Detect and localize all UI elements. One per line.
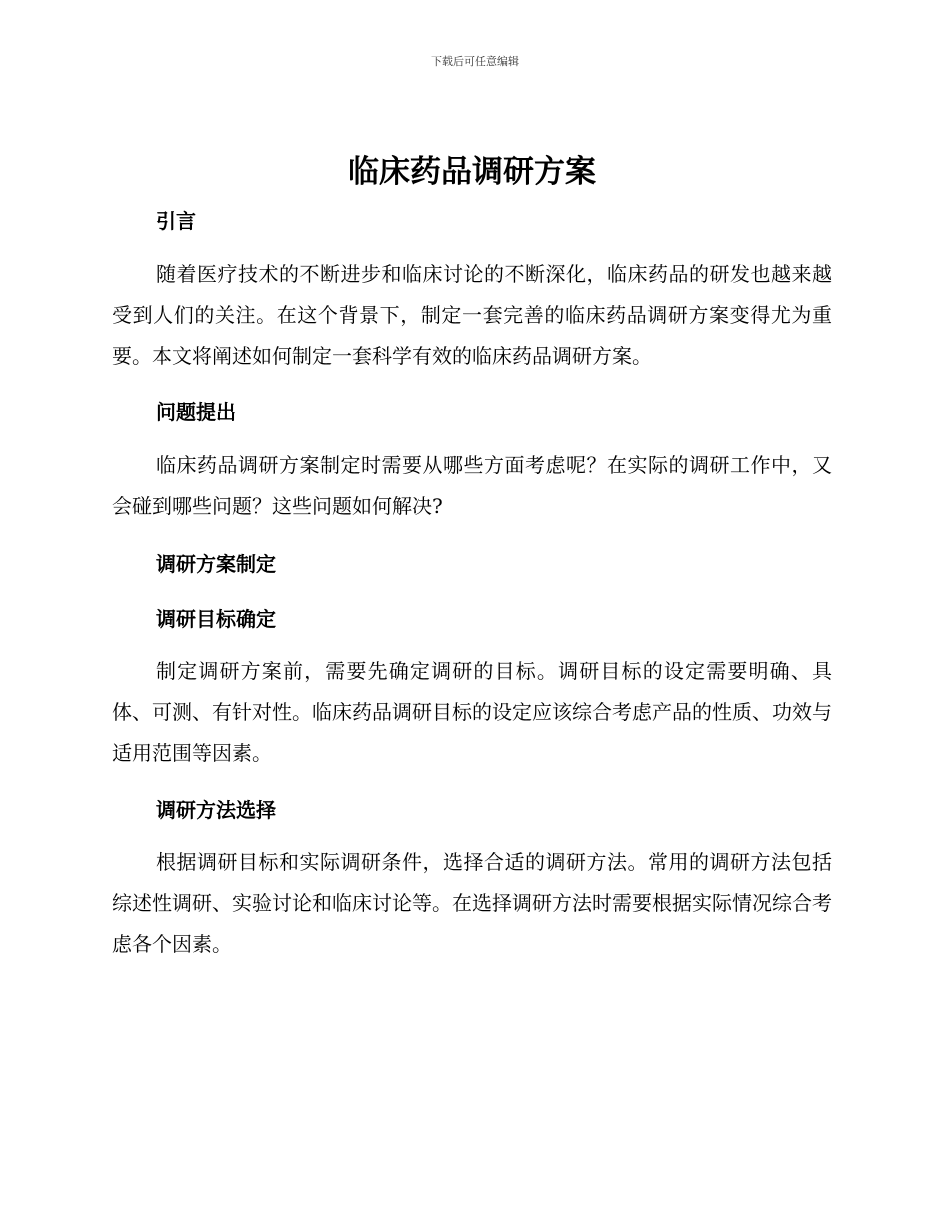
- section-paragraph-goal: 制定调研方案前，需要先确定调研的目标。调研目标的设定需要明确、具体、可测、有针对性。临床药品调研目标的设定应该综合考虑产品的性质、功效与适用范围等因素。: [112, 659, 832, 765]
- section-paragraph-method: 根据调研目标和实际调研条件，选择合适的调研方法。常用的调研方法包括综述性调研、实验讨论和临床讨论等。在选择调研方法时需要根据实际情况综合考虑各个因素。: [112, 850, 832, 956]
- section-heading-goal: 调研目标确定: [156, 607, 276, 631]
- header-note: 下载后可任意编辑: [431, 55, 519, 68]
- section-heading-method: 调研方法选择: [156, 798, 276, 822]
- section-heading-plan: 调研方案制定: [156, 552, 276, 576]
- section-paragraph-intro: 随着医疗技术的不断进步和临床讨论的不断深化，临床药品的研发也越来越受到人们的关注。在这个背景下，制定一套完善的临床药品调研方案变得尤为重要。本文将阐述如何制定一套科学有效的临床药品调研方案。: [112, 262, 832, 368]
- document-title: 临床药品调研方案: [348, 154, 596, 190]
- section-paragraph-problem: 临床药品调研方案制定时需要从哪些方面考虑呢？在实际的调研工作中，又会碰到哪些问题？这些问题如何解决?: [112, 453, 832, 518]
- section-heading-problem: 问题提出: [156, 400, 236, 424]
- section-heading-intro: 引言: [156, 209, 196, 233]
- document-body: [112, 148, 832, 965]
